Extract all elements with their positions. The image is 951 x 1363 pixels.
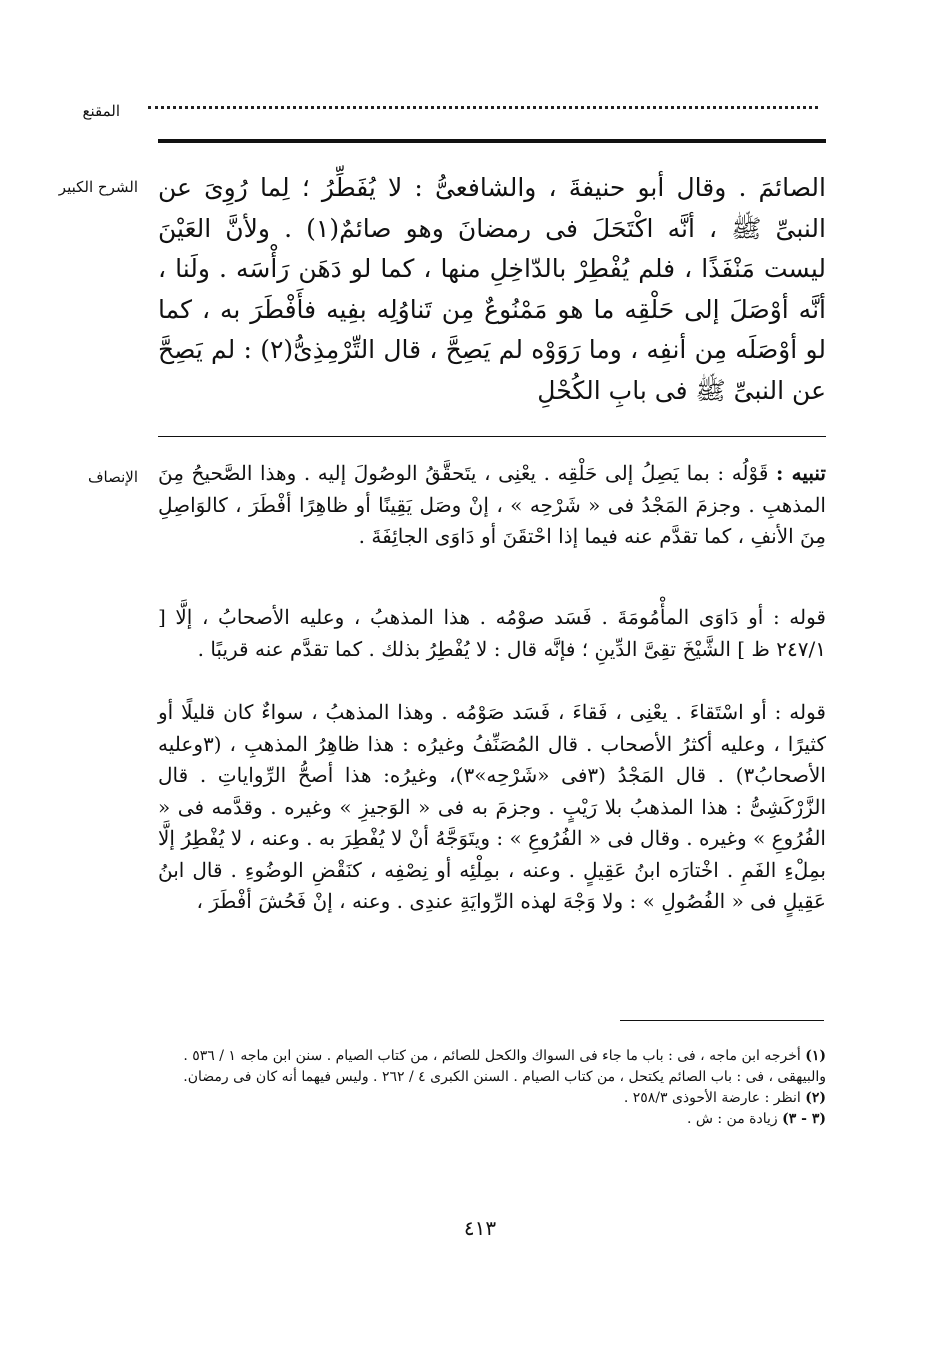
side-label-sharh: الشرح الكبير: [58, 178, 138, 196]
insaf-paragraph-3: [158, 697, 826, 918]
footnote-number: (٢): [805, 1090, 826, 1106]
running-title: المقنع: [82, 102, 120, 120]
header-thick-rule: [158, 139, 826, 143]
footnote-text: انظر : عارضة الأحوذى ٢٥٨/٣ .: [623, 1090, 801, 1106]
section-divider-rule: [158, 436, 826, 437]
footnote-3: [158, 1109, 826, 1130]
header-dotted-rule: [148, 106, 818, 109]
insaf-p3-text: قوله : أو اسْتَقاءَ . يعْنِى ، فَقاءَ ، فَسَد صَوْمُه . وهذا المذهبُ ، سواءٌ كان قليلًا أو كثيرًا ، وعليه أكثرُ الأصحاب . قال المُصَنِّفُ وغيرُه : هذا ظاهِرُ المذهبِ ، (٣وعليه الأصحابُ٣) . قال المَجْدُ (٣فى «شَرْحِه»٣)، وغيرُه: هذا أصحُّ الرِّواياتِ . قال الزَّرْكَشِىُّ : هذا المذهبُ بلا رَيْبٍ . وجزمَ به فى « الوَجيزِ » وغيره . وقدَّمه فى « الفُرُوعِ » وغيره . وقال فى « الفُرُوعِ » : ويتَوَجَّهُ أنْ لا يُفْطِرَ به . وعنه ، لا يُفْطِرُ إلَّا بمِلْءِ الفَمِ . اخْتارَه ابنُ عَقِيلٍ . وعنه ، بمِلْئِه أو نِصْفِه ، كنَقْضِ الوضُوءِ . قال ابنُ عَقِيلٍ فى « الفُصُولِ » : ولا وَجْهَ لهذه الرِّوايَةِ عندِى . وعنه ، إنْ فَحُشَ أفْطَرَ ،: [158, 700, 826, 913]
insaf-paragraph-1: [158, 458, 826, 553]
sharh-main-text: الصائمَ . وقال أبو حنيفةَ ، والشافعىُّ : لا يُفَطِّرُ ؛ لِما رُوِىَ عن النبىِّ ﷺ ، أنَّه اكْتَحَلَ فى رمضانَ وهو صائمٌ(١) . ولأنَّ العَيْنَ ليست مَنْفَذًا ، فلم يُفْطِرْ بالدّاخِلِ منها ، كما لو دَهَن رَأْسَه . ولَنا ، أنَّه أوْصَلَ إلى حَلْقِه ما هو مَمْنُوعٌ مِن تَناوُلِه بفِيه فأَفْطَرَ به ، كما لو أوْصَلَه مِن أنفِه ، وما رَوَوْه لم يَصِحَّ ، قال التِّرْمِذِىُّ(٢) : لم يَصِحَّ عن النبىِّ ﷺ فى بابِ الكُحْلِ: [158, 173, 826, 405]
side-label-insaf: الإنصاف: [87, 468, 138, 486]
tanbih-lead: تنبيه :: [776, 461, 826, 485]
footnote-text: زيادة من : ش .: [686, 1111, 778, 1127]
footnote-text: أخرجه ابن ماجه ، فى : باب ما جاء فى السواك والكحل للصائم ، من كتاب الصيام . سنن ابن ماجه ١ / ٥٣٦ . والبيهقى ، فى : باب الصائم يكتحل ، من كتاب الصيام . السنن الكبرى ٤ / ٢٦٢ . وليس فيهما أنه كان فى رمضان.: [183, 1048, 826, 1085]
page-number: ٤١٣: [463, 1216, 497, 1240]
footnote-number: (١): [805, 1048, 826, 1064]
footnote-rule: [620, 1020, 824, 1021]
insaf-p2-text: قوله : أو دَاوَى المأْمُومَةَ . فَسَد صوْمُه . هذا المذهبُ ، وعليه الأصحابُ ، إلَّا [ ٢٤٧/١ ظ ] الشَّيْخَ تقِىَّ الدِّينِ ؛ فإنَّه قال : لا يُفْطِرُ بذلك . كما تقدَّم عنه قريبًا .: [158, 605, 826, 661]
footnotes: [158, 1046, 826, 1130]
insaf-paragraph-2: [158, 602, 826, 665]
footnote-number: (٣ - ٣): [782, 1111, 826, 1127]
footnote-2: [158, 1088, 826, 1109]
footnote-1: [158, 1046, 826, 1088]
insaf-p1-text: قَوْلُه : بما يَصِلُ إلى حَلْقِه . يعْنِى ، يتَحقَّقُ الوصُولَ إليه . وهذا الصَّحيحُ مِنَ المذهبِ . وجزمَ المَجْدُ فى « شَرْحِه » ، إنْ وصَل يَقِينًا أو ظاهِرًا أفْطَرَ ، كالوَاصِلِ مِنَ الأنفِ ، كما تقدَّم عنه فيما إذا احْتقَنَ أو دَاوَى الجائِفَةَ .: [158, 461, 826, 548]
